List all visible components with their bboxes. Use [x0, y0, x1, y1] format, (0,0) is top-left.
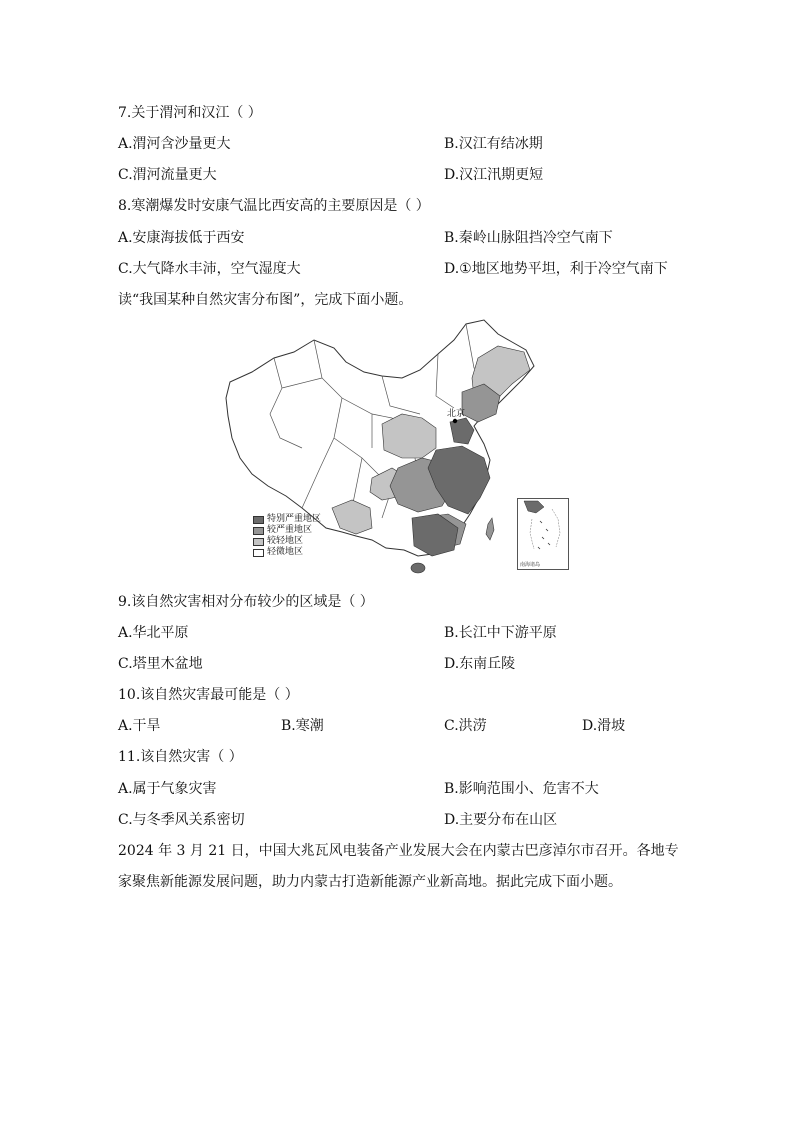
disaster-distribution-map [222, 318, 586, 580]
question-10-option-b: B.寒潮 [281, 718, 324, 734]
inset-coast [524, 501, 544, 513]
question-7-option-d: D.汉江汛期更短 [444, 167, 544, 183]
map-legend [253, 514, 321, 558]
question-10-option-d: D.滑坡 [582, 718, 626, 734]
question-8-option-b: B.秦岭山脉阻挡冷空气南下 [444, 230, 613, 246]
legend-item-relatively-severe [253, 525, 321, 536]
legend-item-slight [253, 547, 321, 558]
question-8-option-c: C.大气降水丰沛，空气湿度大 [118, 261, 301, 277]
question-7-option-a: A.渭河含沙量更大 [118, 136, 231, 152]
legend-swatch-light [253, 538, 264, 546]
legend-swatch-severe [253, 516, 264, 524]
question-9-option-b: B.长江中下游平原 [444, 625, 557, 641]
question-10-option-c: C.洪涝 [444, 718, 487, 734]
question-9-option-c: C.塔里木盆地 [118, 656, 203, 672]
question-9-option-d: D.东南丘陵 [444, 656, 516, 672]
legend-label-severe: 特别严重地区 [267, 514, 322, 524]
legend-label-relatively-severe: 较严重地区 [267, 525, 313, 535]
question-9-option-a: A.华北平原 [118, 625, 189, 641]
legend-swatch-slight [253, 549, 264, 557]
question-8-option-a: A.安康海拔低于西安 [118, 230, 245, 246]
inset-svg [518, 499, 568, 559]
question-8-option-d: D.①地区地势平坦，利于冷空气南下 [444, 261, 668, 277]
next-intro-line-2: 家聚焦新能源发展问题，助力内蒙古打造新能源产业新高地。据此完成下面小题。 [118, 874, 622, 890]
question-8-stem: 8.寒潮爆发时安康气温比西安高的主要原因是（ ） [118, 198, 430, 214]
question-10-option-a: A.干旱 [118, 718, 161, 734]
hainan-island [411, 563, 425, 573]
question-11-option-b: B.影响范围小、危害不大 [444, 781, 599, 797]
legend-item-severe [253, 514, 321, 525]
question-11-option-d: D.主要分布在山区 [444, 812, 558, 828]
legend-label-slight: 轻微地区 [267, 547, 304, 557]
question-7-option-c: C.渭河流量更大 [118, 167, 217, 183]
inset-label: 南海诸岛 [520, 562, 541, 568]
question-10-stem: 10.该自然灾害最可能是（ ） [118, 687, 299, 703]
question-11-stem: 11.该自然灾害（ ） [118, 749, 243, 765]
map-intro-text: 读“我国某种自然灾害分布图”，完成下面小题。 [118, 292, 413, 308]
next-intro-line-1: 2024 年 3 月 21 日，中国大兆瓦风电装备产业发展大会在内蒙古巴彦淖尔市召开。各地专 [118, 843, 679, 859]
question-11-option-a: A.属于气象灾害 [118, 781, 217, 797]
question-7-option-b: B.汉江有结冰期 [444, 136, 543, 152]
question-11-option-c: C.与冬季风关系密切 [118, 812, 245, 828]
question-9-stem: 9.该自然灾害相对分布较少的区域是（ ） [118, 594, 374, 610]
city-label-beijing: 北京 [447, 409, 466, 419]
south-china-sea-inset [517, 498, 569, 570]
question-7-stem: 7.关于渭河和汉江（ ） [118, 105, 262, 121]
legend-swatch-relatively-severe [253, 527, 264, 535]
inset-islands [538, 521, 550, 549]
inset-boundary [530, 509, 560, 549]
beijing-marker [453, 419, 457, 423]
taiwan-island [486, 518, 494, 540]
legend-label-light: 较轻地区 [267, 536, 304, 546]
legend-item-light [253, 536, 321, 547]
